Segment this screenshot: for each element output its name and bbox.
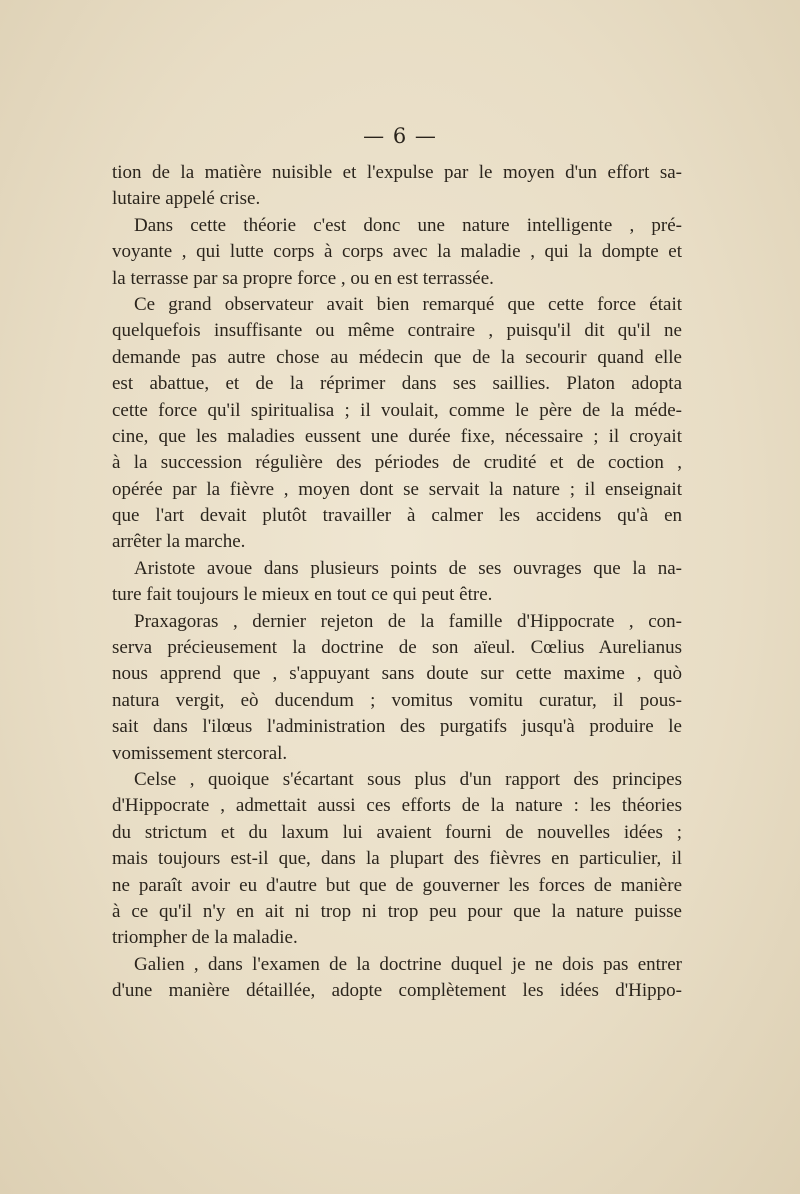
text-line: ne paraît avoir eu d'autre but que de gouverner les forces de manière: [112, 874, 682, 896]
text-line: nous apprend que , s'appuyant sans doute sur cette maxime , quò: [112, 663, 682, 685]
text-line: demande pas autre chose au médecin que de la secourir quand elle: [112, 346, 682, 368]
body-text: [112, 160, 682, 1005]
text-line: Ce grand observateur avait bien remarqué que cette force était: [134, 293, 682, 315]
text-line: Celse , quoique s'écartant sous plus d'un rapport des principes: [134, 768, 682, 790]
text-line: lutaire appelé crise.: [112, 188, 261, 210]
text-line: quelquefois insuffisante ou même contraire , puisqu'il dit qu'il ne: [112, 320, 682, 342]
text-line: voyante , qui lutte corps à corps avec la maladie , qui la dompte et: [112, 241, 682, 263]
text-line: Galien , dans l'examen de la doctrine duquel je ne dois pas entrer: [134, 953, 682, 975]
page-number: — 6 —: [363, 124, 437, 148]
text-line: arrêter la marche.: [112, 531, 246, 553]
text-line: est abattue, et de la réprimer dans ses saillies. Platon adopta: [112, 373, 682, 395]
text-line: triompher de la maladie.: [112, 927, 298, 949]
text-line: opérée par la fièvre , moyen dont se servait la nature ; il enseignait: [112, 478, 682, 500]
text-line: d'Hippocrate , admettait aussi ces efforts de la nature : les théories: [112, 795, 682, 817]
text-line: à la succession régulière des périodes de crudité et de coction ,: [112, 452, 682, 474]
text-line: Dans cette théorie c'est donc une nature intelligente , pré-: [134, 214, 682, 236]
text-line: sait dans l'ilœus l'administration des purgatifs jusqu'à produire le: [112, 716, 682, 738]
text-line: natura vergit, eò ducendum ; vomitus vomitu curatur, il pous-: [112, 689, 682, 711]
text-line: mais toujours est-il que, dans la plupart des fièvres en particulier, il: [112, 848, 682, 870]
text-line: cine, que les maladies eussent une durée fixe, nécessaire ; il croyait: [112, 425, 682, 447]
text-line: Praxagoras , dernier rejeton de la famille d'Hippocrate , con-: [134, 610, 682, 632]
text-line: à ce qu'il n'y en ait ni trop ni trop peu pour que la nature puisse: [112, 900, 682, 922]
text-line: d'une manière détaillée, adopte complètement les idées d'Hippo-: [112, 980, 682, 1002]
text-line: du strictum et du laxum lui avaient fourni de nouvelles idées ;: [112, 821, 682, 843]
text-line: ture fait toujours le mieux en tout ce qui peut être.: [112, 584, 493, 606]
text-line: que l'art devait plutôt travailler à calmer les accidens qu'à en: [112, 505, 682, 527]
text-line: cette force qu'il spiritualisa ; il voulait, comme le père de la méde-: [112, 399, 682, 421]
text-line: tion de la matière nuisible et l'expulse par le moyen d'un effort sa-: [112, 162, 682, 183]
text-line: la terrasse par sa propre force , ou en est terrassée.: [112, 267, 494, 289]
text-line: vomissement stercoral.: [112, 742, 288, 764]
text-line: Aristote avoue dans plusieurs points de ses ouvrages que la na-: [134, 557, 682, 579]
text-line: serva précieusement la doctrine de son aïeul. Cœlius Aurelianus: [112, 637, 682, 659]
